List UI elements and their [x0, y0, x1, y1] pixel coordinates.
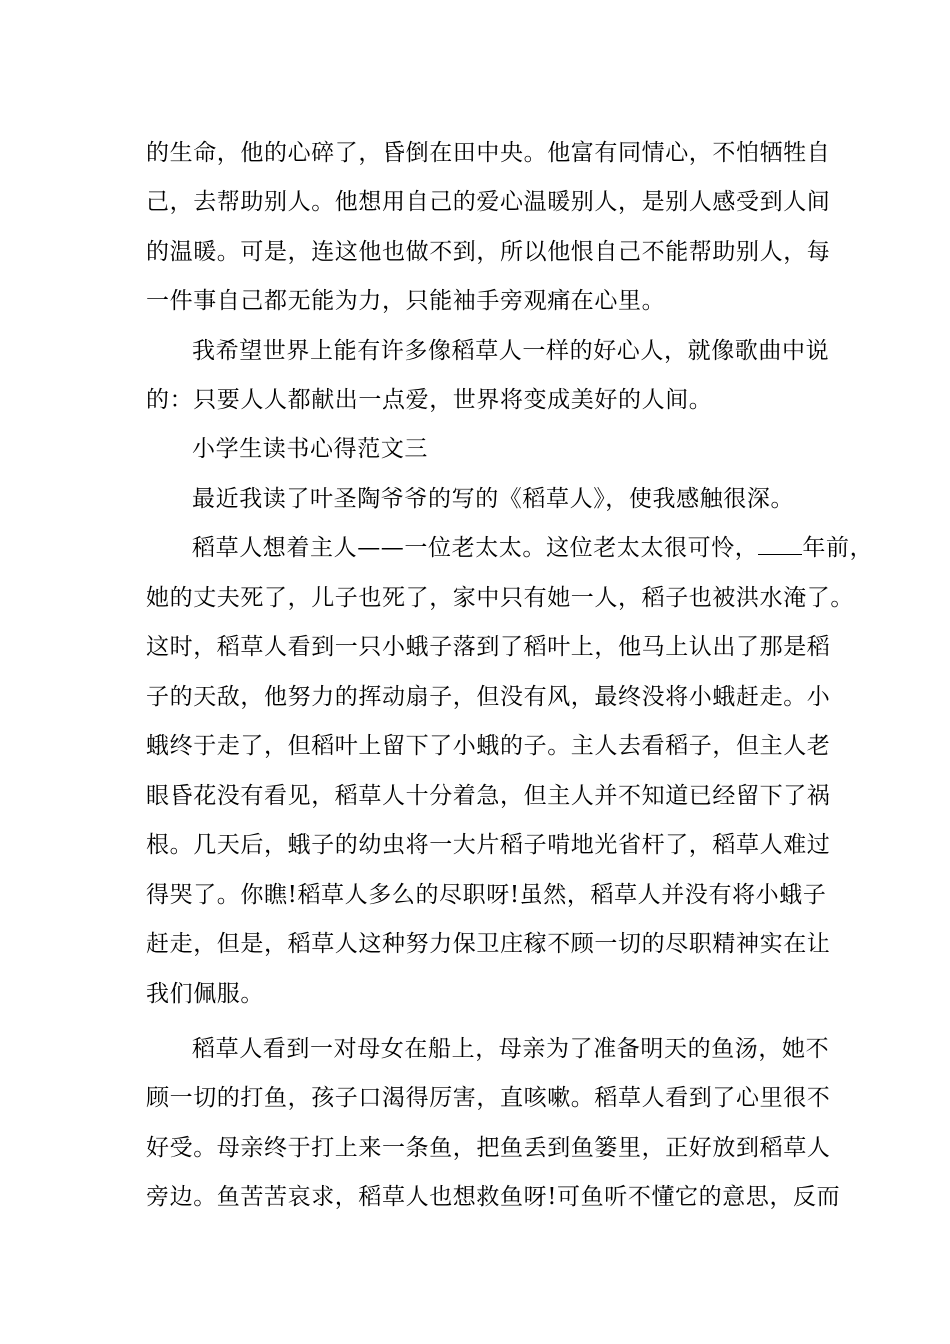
text-line: 这时，稻草人看到一只小蛾子落到了稻叶上，他马上认出了那是稻	[146, 634, 831, 660]
text-line: 我希望世界上能有许多像稻草人一样的好心人，就像歌曲中说	[192, 338, 830, 364]
text-line: 的温暖。可是，连这他也做不到，所以他恨自己不能帮助别人，每	[146, 239, 831, 265]
text-line: 蛾终于走了，但稻叶上留下了小蛾的子。主人去看稻子，但主人老	[146, 733, 831, 759]
section-heading: 小学生读书心得范文三	[192, 436, 428, 462]
text-line: 的：只要人人都献出一点爱，世界将变成美好的人间。	[146, 387, 713, 413]
text-line: 稻草人看到一对母女在船上，母亲为了准备明天的鱼汤，她不	[192, 1036, 830, 1062]
text-segment: 稻草人想着主人——一位老太太。这位老太太很可怜，	[192, 535, 759, 561]
text-line: 旁边。鱼苦苦哀求，稻草人也想救鱼呀!可鱼听不懂它的意思，反而	[146, 1184, 841, 1210]
text-line: 得哭了。你瞧!稻草人多么的尽职呀!虽然，稻草人并没有将小蛾子	[146, 882, 827, 908]
text-line: 的生命，他的心碎了，昏倒在田中央。他富有同情心，不怕牺牲自	[146, 140, 831, 166]
text-line: 她的丈夫死了，儿子也死了，家中只有她一人，稻子也被洪水淹了。	[146, 585, 854, 611]
text-line: 我们佩服。	[146, 981, 264, 1007]
text-line: 眼昏花没有看见，稻草人十分着急，但主人并不知道已经留下了祸	[146, 783, 831, 809]
text-line: 一件事自己都无能为力，只能袖手旁观痛在心里。	[146, 288, 666, 314]
text-segment: 年前，	[802, 535, 874, 561]
text-line: 己，去帮助别人。他想用自己的爱心温暖别人，是别人感受到人间	[146, 189, 831, 215]
text-line: 最近我读了叶圣陶爷爷的写的《稻草人》，使我感触很深。	[192, 486, 795, 512]
text-line: 子的天敌，他努力的挥动扇子，但没有风，最终没将小蛾赶走。小	[146, 684, 831, 710]
text-line: 好受。母亲终于打上来一条鱼，把鱼丢到鱼篓里，正好放到稻草人	[146, 1135, 831, 1161]
fill-in-blank	[758, 534, 802, 555]
text-line: 赶走，但是，稻草人这种努力保卫庄稼不顾一切的尽职精神实在让	[146, 931, 831, 957]
text-line: 顾一切的打鱼，孩子口渴得厉害，直咳嗽。稻草人看到了心里很不	[146, 1085, 831, 1111]
text-line	[192, 533, 874, 563]
text-line: 根。几天后，蛾子的幼虫将一大片稻子啃地光省杆了，稻草人难过	[146, 832, 831, 858]
